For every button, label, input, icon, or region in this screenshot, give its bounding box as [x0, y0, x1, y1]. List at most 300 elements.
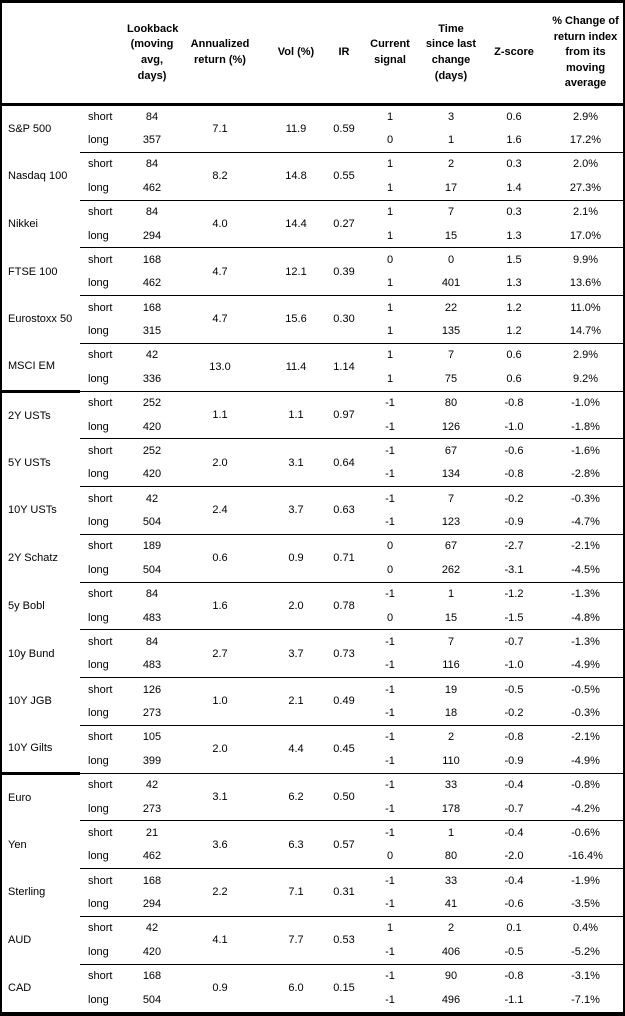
time-since-cell: 2: [422, 725, 480, 749]
lookback-cell: 336: [142, 372, 162, 385]
signal-cell: -1: [358, 678, 422, 702]
time-since-cell: 80: [444, 850, 458, 863]
pct-change-cell: -2.1%: [548, 534, 623, 558]
signal-cell: -1: [358, 582, 422, 606]
vol-cell: 14.8: [262, 152, 330, 200]
time-since-cell: 33: [422, 869, 480, 893]
z-score-cell: -0.9: [504, 516, 524, 529]
vol-cell: 3.1: [262, 439, 330, 487]
horizon-cell: long: [88, 707, 109, 720]
pct-change-cell: 2.0%: [548, 152, 623, 176]
time-since-cell: 1: [422, 582, 480, 606]
pct-change-cell: -16.4%: [568, 850, 603, 863]
annualized-return-cell: 2.0: [178, 439, 262, 487]
z-score-cell: -0.6: [480, 439, 548, 463]
lookback-cell: 252: [126, 391, 178, 415]
signal-cell: -1: [358, 725, 422, 749]
horizon-cell: short: [80, 343, 126, 367]
signal-cell: -1: [385, 754, 395, 767]
horizon-cell: short: [80, 916, 126, 940]
signal-cell: -1: [358, 869, 422, 893]
vol-cell: 14.4: [262, 200, 330, 248]
vol-cell: 1.1: [262, 391, 330, 439]
pct-change-cell: -0.5%: [548, 678, 623, 702]
annualized-return-cell: 2.4: [178, 487, 262, 535]
ir-cell: 0.39: [330, 248, 358, 296]
lookback-cell: 504: [142, 993, 162, 1006]
annualized-return-cell: 1.6: [178, 582, 262, 630]
horizon-cell: long: [88, 563, 109, 576]
annualized-return-cell: 4.0: [178, 200, 262, 248]
signal-cell: 1: [386, 229, 394, 242]
ir-cell: 0.30: [330, 296, 358, 344]
signal-cell: -1: [385, 802, 395, 815]
time-since-cell: 15: [444, 611, 458, 624]
table-row: [2, 200, 623, 224]
z-score-cell: 0.3: [480, 152, 548, 176]
time-since-cell: 7: [422, 487, 480, 511]
z-score-cell: -0.6: [504, 898, 524, 911]
lookback-cell: 420: [142, 420, 162, 433]
z-score-cell: -0.4: [480, 821, 548, 845]
time-since-cell: 123: [441, 516, 461, 529]
signal-cell: 1: [386, 372, 394, 385]
signal-cell: 1: [358, 343, 422, 367]
lookback-cell: 168: [126, 296, 178, 320]
horizon-cell: short: [80, 248, 126, 272]
lookback-cell: 168: [126, 964, 178, 988]
signal-cell: -1: [358, 630, 422, 654]
table-row: [2, 725, 623, 749]
ir-cell: 0.55: [330, 152, 358, 200]
ir-cell: 0.53: [330, 916, 358, 964]
pct-change-cell: -4.9%: [571, 754, 600, 767]
header-row: [2, 3, 623, 105]
lookback-cell: 168: [126, 869, 178, 893]
table-row: [2, 391, 623, 415]
annualized-return-cell: 2.2: [178, 869, 262, 917]
lookback-cell: 42: [126, 773, 178, 797]
asset-name-cell: Nikkei: [8, 217, 38, 230]
asset-name-cell: S&P 500: [8, 123, 52, 136]
z-score-cell: 1.3: [506, 229, 522, 242]
annualized-return-cell: 0.6: [178, 534, 262, 582]
horizon-cell: long: [88, 850, 109, 863]
time-since-cell: 406: [441, 945, 461, 958]
vol-cell: 6.2: [262, 773, 330, 821]
z-score-cell: -0.7: [504, 802, 524, 815]
signal-cell: -1: [358, 487, 422, 511]
pct-change-cell: -4.2%: [571, 802, 600, 815]
lookback-cell: 42: [126, 916, 178, 940]
lookback-cell: 483: [142, 611, 162, 624]
signal-cell: 1: [386, 181, 394, 194]
ir-cell: 0.63: [330, 487, 358, 535]
lookback-cell: 504: [142, 516, 162, 529]
pct-change-cell: -1.0%: [548, 391, 623, 415]
time-since-cell: 496: [441, 993, 461, 1006]
vol-cell: 3.7: [262, 630, 330, 678]
annualized-return-cell: 1.0: [178, 678, 262, 726]
horizon-cell: short: [80, 964, 126, 988]
ir-cell: 0.15: [330, 964, 358, 1012]
pct-change-cell: 9.2%: [572, 372, 599, 385]
time-since-cell: 110: [442, 754, 460, 767]
asset-name-cell: 5Y USTs: [8, 456, 51, 469]
asset-name-cell: Yen: [8, 838, 27, 851]
pct-change-cell: -4.9%: [571, 659, 600, 672]
pct-change-cell: -3.1%: [548, 964, 623, 988]
asset-name-cell: MSCI EM: [8, 360, 56, 373]
pct-change-cell: -4.7%: [571, 516, 600, 529]
z-score-cell: -0.7: [480, 630, 548, 654]
z-score-cell: -1.5: [504, 611, 524, 624]
z-score-cell: -0.5: [480, 678, 548, 702]
z-score-cell: -2.7: [480, 534, 548, 558]
vol-cell: 11.4: [262, 343, 330, 391]
signal-cell: -1: [358, 439, 422, 463]
annualized-return-cell: 3.1: [178, 773, 262, 821]
time-since-cell: 2: [422, 916, 480, 940]
annualized-return-cell: 4.7: [178, 248, 262, 296]
annualized-return-cell: 1.1: [178, 391, 262, 439]
signal-cell: 1: [358, 916, 422, 940]
header-annualized-return: Annualized return (%): [178, 3, 262, 105]
lookback-cell: 357: [142, 134, 162, 147]
pct-change-cell: -0.3%: [571, 707, 600, 720]
horizon-cell: short: [80, 487, 126, 511]
vol-cell: 0.9: [262, 534, 330, 582]
ir-cell: 0.97: [330, 391, 358, 439]
time-since-cell: 1: [422, 821, 480, 845]
table-row: [2, 487, 623, 511]
horizon-cell: short: [80, 296, 126, 320]
z-score-cell: -1.2: [480, 582, 548, 606]
horizon-cell: short: [80, 678, 126, 702]
table-row: [2, 152, 623, 176]
ir-cell: 0.78: [330, 582, 358, 630]
z-score-cell: -0.4: [480, 869, 548, 893]
lookback-cell: 273: [142, 707, 162, 720]
pct-change-cell: -1.6%: [548, 439, 623, 463]
vol-cell: 6.3: [262, 821, 330, 869]
z-score-cell: 0.3: [480, 200, 548, 224]
pct-change-cell: -4.8%: [571, 611, 600, 624]
ir-cell: 0.27: [330, 200, 358, 248]
asset-name-cell: 2Y USTs: [2, 391, 80, 439]
ir-cell: 0.64: [330, 439, 358, 487]
signal-cell: -1: [385, 898, 395, 911]
header-ir: IR: [330, 3, 358, 105]
lookback-cell: 21: [126, 821, 178, 845]
horizon-cell: short: [80, 773, 126, 797]
signal-cell: 1: [358, 152, 422, 176]
pct-change-cell: -0.6%: [548, 821, 623, 845]
ir-cell: 0.59: [330, 105, 358, 153]
header-vol: Vol (%): [262, 3, 330, 105]
pct-change-cell: 13.6%: [569, 277, 602, 290]
horizon-cell: long: [88, 277, 109, 290]
lookback-cell: 462: [142, 850, 162, 863]
asset-name-cell: Euro: [2, 773, 80, 821]
pct-change-cell: 2.9%: [548, 105, 623, 129]
horizon-cell: long: [88, 945, 109, 958]
ir-cell: 0.31: [330, 869, 358, 917]
z-score-cell: -0.2: [504, 707, 524, 720]
horizon-cell: long: [88, 659, 109, 672]
lookback-cell: 252: [126, 439, 178, 463]
lookback-cell: 399: [142, 754, 162, 767]
signal-cell: -1: [385, 420, 395, 433]
signal-cell: -1: [358, 821, 422, 845]
lookback-cell: 462: [142, 181, 162, 194]
table-row: [2, 773, 623, 797]
pct-change-cell: -0.3%: [548, 487, 623, 511]
horizon-cell: short: [80, 200, 126, 224]
signal-cell: 0: [386, 563, 394, 576]
lookback-cell: 42: [126, 343, 178, 367]
time-since-cell: 7: [422, 200, 480, 224]
vol-cell: 6.0: [262, 964, 330, 1012]
lookback-cell: 273: [142, 802, 162, 815]
signal-cell: -1: [385, 516, 395, 529]
z-score-cell: 0.6: [480, 105, 548, 129]
z-score-cell: 1.5: [480, 248, 548, 272]
time-since-cell: 80: [422, 391, 480, 415]
annualized-return-cell: 2.0: [178, 725, 262, 773]
horizon-cell: long: [88, 611, 109, 624]
signal-cell: -1: [385, 659, 395, 672]
z-score-cell: -0.8: [504, 468, 524, 481]
z-score-cell: 1.2: [480, 296, 548, 320]
signal-cell: -1: [358, 773, 422, 797]
annualized-return-cell: 7.1: [178, 105, 262, 153]
table-row: [2, 630, 623, 654]
horizon-cell: long: [88, 802, 109, 815]
pct-change-cell: -1.3%: [548, 630, 623, 654]
header-pct-change-from-moving-average: % Change of return index from its moving average: [548, 3, 623, 105]
pct-change-cell: 9.9%: [548, 248, 623, 272]
time-since-cell: 33: [422, 773, 480, 797]
z-score-cell: -0.8: [480, 725, 548, 749]
ir-cell: 0.71: [330, 534, 358, 582]
z-score-cell: 1.3: [506, 277, 522, 290]
signal-cell: 1: [386, 325, 394, 338]
asset-name-cell: Eurostoxx 50: [8, 313, 73, 326]
table-row: [2, 343, 623, 367]
horizon-cell: long: [88, 898, 109, 911]
signal-cell: 0: [386, 134, 394, 147]
table-row: [2, 105, 623, 129]
header-time-since-last-change: Time since last change (days): [422, 3, 480, 105]
signal-cell: -1: [385, 945, 395, 958]
horizon-cell: short: [80, 630, 126, 654]
lookback-cell: 189: [126, 534, 178, 558]
lookback-cell: 84: [126, 582, 178, 606]
ir-cell: 0.45: [330, 725, 358, 773]
z-score-cell: -0.4: [480, 773, 548, 797]
pct-change-cell: 2.9%: [548, 343, 623, 367]
horizon-cell: short: [80, 152, 126, 176]
signal-cell: 0: [386, 850, 394, 863]
asset-name-cell: Sterling: [8, 886, 46, 899]
signal-cell: -1: [385, 993, 395, 1006]
lookback-cell: 84: [126, 200, 178, 224]
time-since-cell: 67: [422, 534, 480, 558]
annualized-return-cell: 4.1: [178, 916, 262, 964]
z-score-cell: 1.2: [506, 325, 522, 338]
z-score-cell: 0.6: [480, 343, 548, 367]
annualized-return-cell: 13.0: [178, 343, 262, 391]
asset-name-cell: 10Y Gilts: [8, 742, 53, 755]
vol-cell: 15.6: [262, 296, 330, 344]
pct-change-cell: -2.8%: [571, 468, 600, 481]
pct-change-cell: -7.1%: [571, 993, 600, 1006]
z-score-cell: -0.8: [480, 391, 548, 415]
horizon-cell: long: [88, 134, 109, 147]
horizon-cell: long: [88, 181, 109, 194]
horizon-cell: long: [88, 372, 109, 385]
signal-cell: -1: [385, 707, 395, 720]
lookback-cell: 126: [126, 678, 178, 702]
signal-cell: 1: [386, 277, 394, 290]
vol-cell: 7.7: [262, 916, 330, 964]
table-row: [2, 964, 623, 988]
signal-cell: 0: [358, 248, 422, 272]
table-header: [2, 3, 623, 105]
pct-change-cell: -1.3%: [548, 582, 623, 606]
time-since-cell: 7: [422, 343, 480, 367]
pct-change-cell: -0.8%: [548, 773, 623, 797]
time-since-cell: 75: [444, 372, 458, 385]
time-since-cell: 7: [422, 630, 480, 654]
asset-name-cell: 5y Bobl: [8, 599, 45, 612]
lookback-cell: 105: [126, 725, 178, 749]
lookback-cell: 420: [142, 945, 162, 958]
lookback-cell: 294: [142, 898, 162, 911]
time-since-cell: 178: [441, 802, 461, 815]
signal-cell: -1: [385, 468, 395, 481]
horizon-cell: short: [80, 391, 126, 415]
z-score-cell: -1.1: [504, 993, 524, 1006]
horizon-cell: long: [88, 468, 109, 481]
z-score-cell: -1.0: [504, 420, 524, 433]
time-since-cell: 262: [441, 563, 461, 576]
z-score-cell: -3.1: [504, 563, 524, 576]
pct-change-cell: -3.5%: [571, 898, 600, 911]
lookback-cell: 420: [142, 468, 162, 481]
time-since-cell: 134: [441, 468, 461, 481]
horizon-cell: long: [88, 325, 109, 338]
table-row: [2, 439, 623, 463]
vol-cell: 11.9: [262, 105, 330, 153]
horizon-cell: long: [88, 420, 109, 433]
horizon-cell: long: [88, 229, 109, 242]
table-row: [2, 678, 623, 702]
momentum-signals-table: [2, 3, 623, 1012]
signal-cell: 0: [386, 611, 394, 624]
horizon-cell: long: [88, 516, 109, 529]
time-since-cell: 3: [422, 105, 480, 129]
lookback-cell: 504: [142, 563, 162, 576]
ir-cell: 0.49: [330, 678, 358, 726]
pct-change-cell: 2.1%: [548, 200, 623, 224]
header-z-score: Z-score: [480, 3, 548, 105]
pct-change-cell: -1.8%: [571, 420, 600, 433]
asset-name-cell: 10Y USTs: [8, 504, 57, 517]
vol-cell: 12.1: [262, 248, 330, 296]
horizon-cell: long: [88, 754, 109, 767]
z-score-cell: -0.2: [480, 487, 548, 511]
header-lookback: Lookback (moving avg, days): [126, 3, 178, 105]
time-since-cell: 15: [444, 229, 458, 242]
time-since-cell: 90: [422, 964, 480, 988]
lookback-cell: 483: [142, 659, 162, 672]
lookback-cell: 462: [142, 277, 162, 290]
time-since-cell: 401: [441, 277, 461, 290]
time-since-cell: 135: [441, 325, 461, 338]
table-row: [2, 821, 623, 845]
z-score-cell: -0.8: [480, 964, 548, 988]
time-since-cell: 18: [444, 707, 458, 720]
signal-cell: 1: [358, 105, 422, 129]
annualized-return-cell: 2.7: [178, 630, 262, 678]
annualized-return-cell: 8.2: [178, 152, 262, 200]
time-since-cell: 116: [442, 659, 460, 672]
asset-name-cell: 10y Bund: [8, 647, 55, 660]
lookback-cell: 294: [142, 229, 162, 242]
asset-name-cell: Nasdaq 100: [8, 170, 68, 183]
lookback-cell: 168: [126, 248, 178, 272]
signal-cell: 1: [358, 200, 422, 224]
time-since-cell: 126: [441, 420, 461, 433]
horizon-cell: long: [88, 993, 109, 1006]
table-body: [2, 105, 623, 1013]
lookback-cell: 84: [126, 630, 178, 654]
horizon-cell: short: [80, 439, 126, 463]
header-asset: [2, 3, 80, 105]
table-row: [2, 869, 623, 893]
pct-change-cell: -1.9%: [548, 869, 623, 893]
vol-cell: 2.0: [262, 582, 330, 630]
z-score-cell: -0.5: [504, 945, 524, 958]
annualized-return-cell: 0.9: [178, 964, 262, 1012]
pct-change-cell: 14.7%: [569, 325, 602, 338]
pct-change-cell: 17.0%: [569, 229, 602, 242]
pct-change-cell: -2.1%: [548, 725, 623, 749]
vol-cell: 3.7: [262, 487, 330, 535]
pct-change-cell: -4.5%: [571, 563, 600, 576]
z-score-cell: -0.9: [504, 754, 524, 767]
signal-cell: 0: [358, 534, 422, 558]
time-since-cell: 41: [444, 898, 458, 911]
z-score-cell: 0.6: [506, 372, 522, 385]
z-score-cell: 1.6: [506, 134, 522, 147]
asset-name-cell: 10Y JGB: [8, 695, 52, 708]
z-score-cell: -1.0: [504, 659, 524, 672]
table-row: [2, 916, 623, 940]
asset-name-cell: CAD: [8, 982, 32, 994]
header-current-signal: Current signal: [358, 3, 422, 105]
lookback-cell: 42: [126, 487, 178, 511]
signal-cell: -1: [358, 391, 422, 415]
horizon-cell: short: [80, 105, 126, 129]
ir-cell: 0.57: [330, 821, 358, 869]
vol-cell: 4.4: [262, 725, 330, 773]
time-since-cell: 67: [422, 439, 480, 463]
time-since-cell: 2: [422, 152, 480, 176]
ir-cell: 0.50: [330, 773, 358, 821]
